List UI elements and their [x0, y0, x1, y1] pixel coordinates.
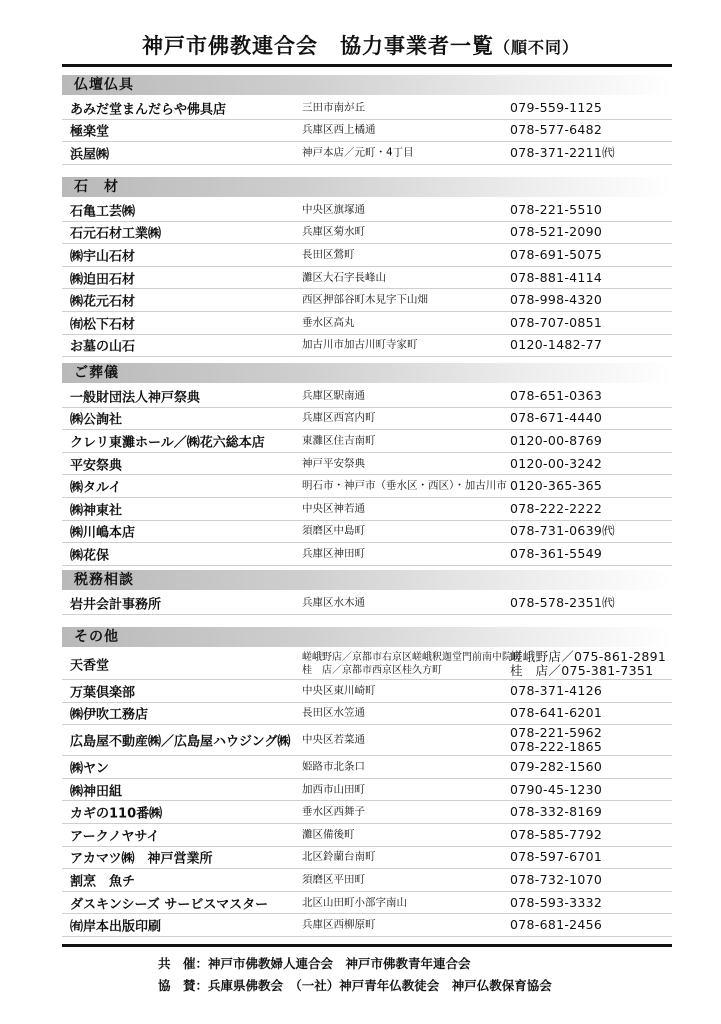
- address-line: 加古川市加古川町寺家町: [302, 338, 418, 351]
- phone-line: 078-521-2090: [510, 224, 603, 240]
- list-item: [62, 869, 672, 892]
- list-item: [62, 385, 672, 408]
- list-item: [62, 824, 672, 847]
- business-name: 平安祭典: [70, 458, 123, 474]
- business-name: ㈲松下石材: [70, 317, 136, 333]
- phone-line: 079-559-1125: [510, 99, 603, 115]
- section-1: [62, 177, 672, 357]
- address-line: 中央区若菜通: [302, 733, 365, 746]
- business-address: [302, 146, 414, 159]
- business-name: ㈱迫田石材: [70, 272, 136, 288]
- business-name: アカマツ㈱ 神戸営業所: [70, 851, 213, 867]
- business-address: [302, 412, 376, 425]
- phone-line: 078-221-5510: [510, 201, 603, 217]
- business-name: アークノヤサイ: [70, 829, 160, 845]
- list-item: [62, 430, 672, 453]
- business-address: [302, 480, 507, 493]
- business-address: [302, 806, 365, 819]
- phone-line: 0120-1482-77: [510, 337, 603, 353]
- section-4: [62, 627, 672, 937]
- address-line: 嵯峨野店／京都市右京区嵯峨釈迦堂門前南中院町: [302, 652, 522, 663]
- title-text: 神戸市佛教連合会 協力事業者一覧: [141, 34, 494, 58]
- business-address: [302, 896, 407, 909]
- business-name: ㈱花保: [70, 548, 110, 564]
- phone-number: [510, 479, 602, 493]
- list-item: [62, 244, 672, 267]
- footer-sponsor: 共 催：神戸市佛教婦人連合会 神戸市佛教青年連合会: [158, 956, 471, 971]
- address-line: 長田区鶯町: [302, 248, 355, 261]
- address-line: 姫路市北条口: [302, 760, 365, 773]
- address-line: 中央区旗塚通: [302, 203, 365, 216]
- address-line: 垂水区高丸: [302, 316, 355, 329]
- address-line: 灘区備後町: [302, 828, 355, 841]
- list-item: [62, 408, 672, 431]
- bottom-rule: [62, 944, 672, 947]
- footer-support: 協 賛：兵庫県佛教会 （一社）神戸青年仏教徒会 神戸仏教保育協会: [158, 978, 552, 993]
- business-name: ㈱タルイ: [70, 480, 122, 496]
- list-item: [62, 914, 672, 937]
- phone-line: 078-731-0639㈹: [510, 523, 615, 539]
- business-address: [302, 547, 365, 560]
- address-line: 神戸平安祭典: [302, 457, 365, 470]
- phone-number: [510, 896, 602, 910]
- business-name: クレリ東灘ホール／㈱花六総本店: [70, 435, 265, 451]
- address-line: 明石市・神戸市（垂水区・西区）・加古川市: [302, 479, 507, 492]
- business-address: [302, 734, 365, 747]
- business-name: ㈱川嶋本店: [70, 525, 136, 541]
- phone-number: [510, 650, 666, 678]
- phone-number: [510, 203, 602, 217]
- business-name: 石元石材工業㈱: [70, 226, 162, 242]
- phone-number: [510, 684, 602, 698]
- list-item: [62, 475, 672, 498]
- phone-number: [510, 783, 602, 797]
- phone-line: 078-221-5962: [510, 725, 603, 741]
- address-line: 兵庫区西柳原町: [302, 918, 376, 931]
- business-address: [302, 502, 365, 515]
- phone-line: 078-732-1070: [510, 871, 603, 887]
- address-line: 神戸本店／元町・4丁目: [302, 146, 414, 159]
- phone-number: [510, 457, 602, 471]
- business-name: お墓の山石: [70, 339, 136, 355]
- list-item: [62, 592, 672, 615]
- address-line-2: 桂 店／京都市西京区桂久方町: [302, 665, 442, 676]
- list-item: [62, 756, 672, 779]
- list-item: [62, 120, 672, 143]
- address-line: 北区山田町小部字南山: [302, 896, 407, 909]
- list-item: [62, 680, 672, 703]
- address-line: 須磨区平田町: [302, 873, 365, 886]
- list-item: [62, 335, 672, 358]
- address-line: 須磨区中島町: [302, 524, 365, 537]
- phone-number: [510, 146, 615, 160]
- business-address: [302, 339, 418, 352]
- list-item: [62, 498, 672, 521]
- section-heading: 仏壇仏具: [62, 75, 672, 95]
- phone-line: 079-282-1560: [510, 758, 603, 774]
- phone-number: [510, 524, 615, 538]
- business-name: 岩井会計事務所: [70, 597, 162, 613]
- top-rule: [62, 64, 672, 67]
- address-line: 兵庫区駅南通: [302, 389, 365, 402]
- phone-number: [510, 411, 602, 425]
- address-line: 中央区東川崎町: [302, 684, 376, 697]
- phone-number: [510, 434, 602, 448]
- business-name: 石亀工芸㈱: [70, 204, 136, 220]
- business-address: [302, 525, 365, 538]
- phone-number: [510, 850, 602, 864]
- list-item: [62, 725, 672, 756]
- list-item: [62, 521, 672, 544]
- phone-number: [510, 338, 602, 352]
- list-item: [62, 779, 672, 802]
- phone-line: 嵯峨野店／075-861-2891: [510, 649, 667, 664]
- business-name: 極楽堂: [70, 124, 110, 140]
- list-item: [62, 97, 672, 120]
- business-name: 浜屋㈱: [70, 147, 110, 163]
- phone-line: 078-998-4320: [510, 292, 603, 308]
- business-address: [302, 316, 355, 329]
- section-heading: 税務相談: [62, 570, 672, 590]
- business-address: [302, 101, 365, 114]
- business-address: [302, 651, 522, 677]
- business-address: [302, 596, 365, 609]
- page-title: [0, 30, 721, 60]
- list-item: [62, 892, 672, 915]
- list-item: [62, 453, 672, 476]
- phone-line: 078-371-2211㈹: [510, 144, 615, 160]
- list-item: [62, 312, 672, 335]
- list-item: [62, 267, 672, 290]
- phone-line: 0120-00-8769: [510, 432, 603, 448]
- phone-line: 078-361-5549: [510, 545, 603, 561]
- business-address: [302, 828, 355, 841]
- business-address: [302, 271, 386, 284]
- list-item: [62, 142, 672, 165]
- phone-number: [510, 547, 602, 561]
- business-address: [302, 919, 376, 932]
- business-address: [302, 707, 365, 720]
- phone-number: [510, 101, 602, 115]
- business-address: [302, 294, 428, 307]
- phone-line: 078-671-4440: [510, 410, 603, 426]
- business-name: 割烹 魚チ: [70, 874, 136, 890]
- business-address: [302, 783, 365, 796]
- business-name: あみだ堂まんだらや佛具店: [70, 102, 227, 118]
- phone-number: [510, 502, 602, 516]
- address-line: 兵庫区神田町: [302, 547, 365, 560]
- business-name: ダスキンシーズ サービスマスター: [70, 897, 269, 913]
- phone-line-2: 桂 店／075-381-7351: [510, 663, 654, 678]
- section-0: [62, 75, 672, 165]
- phone-number: [510, 123, 602, 137]
- business-address: [302, 684, 376, 697]
- phone-line: 078-681-2456: [510, 917, 603, 933]
- business-address: [302, 248, 355, 261]
- phone-line: 078-597-6701: [510, 849, 603, 865]
- phone-number: [510, 873, 602, 887]
- business-address: [302, 760, 365, 773]
- phone-line: 078-578-2351㈹: [510, 594, 615, 610]
- address-line: 東灘区住吉南町: [302, 434, 376, 447]
- business-name: 広島屋不動産㈱／広島屋ハウジング㈱: [70, 734, 291, 750]
- phone-line: 0120-00-3242: [510, 455, 603, 471]
- phone-number: [510, 248, 602, 262]
- business-name: 万葉倶楽部: [70, 685, 136, 701]
- phone-line: 078-577-6482: [510, 122, 603, 138]
- section-heading: その他: [62, 627, 672, 647]
- business-address: [302, 226, 365, 239]
- address-line: 西区押部谷町木見字下山畑: [302, 293, 428, 306]
- phone-line: 0790-45-1230: [510, 781, 603, 797]
- address-line: 北区鈴蘭台南町: [302, 850, 376, 863]
- phone-number: [510, 805, 602, 819]
- list-item: [62, 543, 672, 566]
- phone-line: 078-691-5075: [510, 246, 603, 262]
- business-address: [302, 389, 365, 402]
- phone-line: 078-332-8169: [510, 804, 603, 820]
- address-line: 兵庫区西宮内町: [302, 411, 376, 424]
- business-name: 天香堂: [70, 658, 110, 674]
- business-address: [302, 851, 376, 864]
- phone-number: [510, 293, 602, 307]
- list-item: [62, 199, 672, 222]
- business-name: ㈱ヤン: [70, 761, 109, 777]
- address-line: 兵庫区水木通: [302, 596, 365, 609]
- phone-line: 078-222-2222: [510, 500, 603, 516]
- phone-line: 0120-365-365: [510, 478, 603, 494]
- business-name: ㈱公詢社: [70, 412, 123, 428]
- address-line: 三田市南が丘: [302, 101, 365, 114]
- phone-number: [510, 271, 602, 285]
- phone-number: [510, 596, 615, 610]
- business-name: カギの110番㈱: [70, 806, 163, 822]
- title-note: （順不同）: [493, 38, 579, 57]
- address-line: 長田区水笠通: [302, 706, 365, 719]
- phone-number: [510, 389, 602, 403]
- address-line: 垂水区西舞子: [302, 805, 365, 818]
- business-name: ㈱花元石材: [70, 294, 136, 310]
- phone-line: 078-593-3332: [510, 894, 603, 910]
- phone-line: 078-881-4114: [510, 269, 603, 285]
- phone-number: [510, 760, 602, 774]
- business-address: [302, 203, 365, 216]
- business-name: 一般財団法人神戸祭典: [70, 390, 201, 406]
- address-line: 灘区大石字長峰山: [302, 271, 386, 284]
- address-line: 兵庫区西上橘通: [302, 123, 376, 136]
- section-heading: ご葬儀: [62, 363, 672, 383]
- section-3: [62, 570, 672, 615]
- phone-number: [510, 706, 602, 720]
- list-item: [62, 222, 672, 245]
- phone-number: [510, 918, 602, 932]
- phone-number: [510, 726, 602, 754]
- list-item: [62, 703, 672, 726]
- address-line: 中央区神若通: [302, 502, 365, 515]
- address-line: 兵庫区菊水町: [302, 225, 365, 238]
- business-address: [302, 124, 376, 137]
- address-line: 加西市山田町: [302, 783, 365, 796]
- phone-line-2: 078-222-1865: [510, 739, 603, 755]
- business-name: ㈱宇山石材: [70, 249, 136, 265]
- phone-number: [510, 828, 602, 842]
- section-heading: 石 材: [62, 177, 672, 197]
- phone-line: 078-585-7792: [510, 826, 603, 842]
- business-name: ㈱伊吹工務店: [70, 707, 149, 723]
- business-name: ㈲岸本出版印刷: [70, 919, 162, 935]
- phone-line: 078-371-4126: [510, 682, 603, 698]
- business-name: ㈱神田組: [70, 784, 123, 800]
- section-2: [62, 363, 672, 566]
- list-item: [62, 289, 672, 312]
- phone-line: 078-707-0851: [510, 314, 603, 330]
- phone-line: 078-641-6201: [510, 705, 603, 721]
- phone-number: [510, 225, 602, 239]
- list-item: [62, 649, 672, 680]
- business-address: [302, 434, 376, 447]
- phone-number: [510, 316, 602, 330]
- business-name: ㈱神東社: [70, 503, 123, 519]
- list-item: [62, 801, 672, 824]
- business-address: [302, 457, 365, 470]
- business-address: [302, 873, 365, 886]
- phone-line: 078-651-0363: [510, 387, 603, 403]
- list-item: [62, 847, 672, 870]
